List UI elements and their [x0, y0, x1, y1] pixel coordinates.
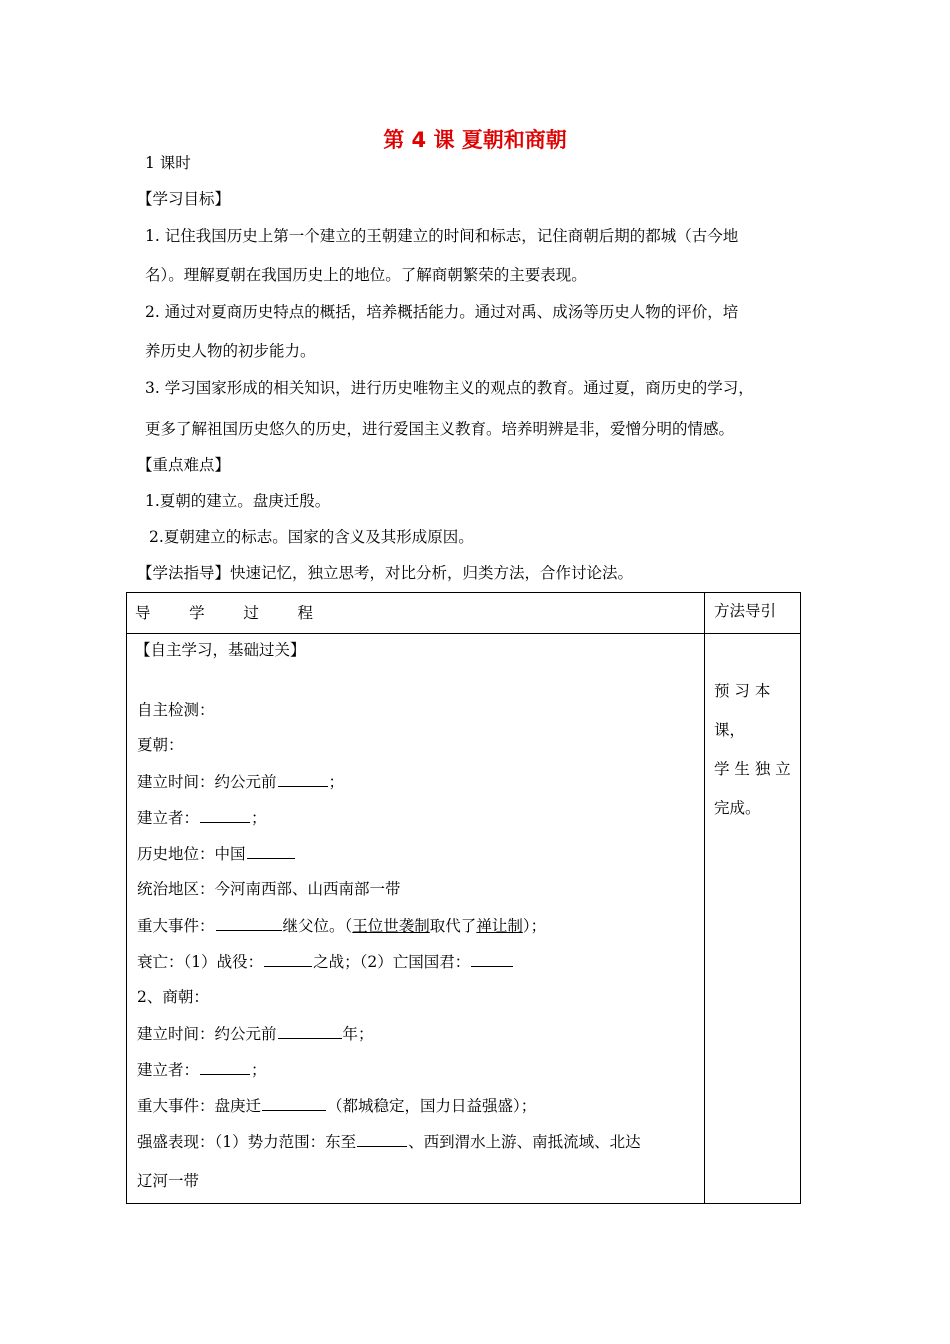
xia-time-row: 建立时间：约公元前 ； [137, 773, 345, 791]
shang-founder-row: 建立者： ； [137, 1061, 267, 1079]
lesson-period: 1 课时 [145, 154, 191, 172]
shang-label: 2、商朝： [137, 988, 209, 1006]
header-char: 导 [135, 604, 151, 622]
xia-event-row: 重大事件： 继父位。（王位世袭制取代了禅让制）； [137, 917, 547, 935]
shang-power-line-2: 辽河一带 [137, 1172, 200, 1190]
xia-label: 夏朝： [137, 736, 184, 754]
page-title: 第 4 课 夏朝和商朝 [383, 128, 567, 152]
shang-power-row: 强盛表现：（1）势力范围：东至 、西到渭水上游、南抵流域、北达 [137, 1133, 641, 1151]
goal-3-line-1: 3. 学习国家形成的相关知识，进行历史唯物主义的观点的教育。通过夏，商历史的学习， [145, 379, 754, 397]
xia-founder-row: 建立者： ； [137, 809, 267, 827]
header-char: 程 [297, 604, 313, 622]
xia-region-row: 统治地区：今河南西部、山西南部一带 [137, 880, 401, 898]
xia-status-row: 历史地位：中国 [137, 843, 296, 864]
xia-last-king-blank[interactable] [471, 951, 513, 967]
goals-heading: 【学习目标】 [137, 190, 231, 208]
goal-3-line-2: 更多了解祖国历史悠久的历史，进行爱国主义教育。培养明辨是非，爱憎分明的情感。 [145, 420, 735, 438]
shang-event-blank[interactable] [262, 1095, 326, 1111]
method-note-line-2: 课， [714, 721, 746, 739]
xia-event-blank[interactable] [216, 915, 282, 931]
goal-2-line-1: 2. 通过对夏商历史特点的概括，培养概括能力。通过对禹、成汤等历史人物的评价，培 [145, 303, 739, 321]
goal-2-line-2: 养历史人物的初步能力。 [145, 342, 316, 360]
goal-1-line-1: 1. 记住我国历史上第一个建立的王朝建立的时间和标志，记住商朝后期的都城（古今地 [145, 227, 739, 245]
header-char: 过 [243, 604, 259, 622]
study-process-table [126, 592, 801, 1204]
key-point-1: 1.夏朝的建立。盘庚迁殷。 [145, 492, 331, 510]
goal-1-line-2: 名）。理解夏朝在我国历史上的地位。了解商朝繁荣的主要表现。 [145, 266, 587, 284]
xia-fall-row: 衰亡：（1）战役： 之战；（2）亡国国君： [137, 951, 514, 972]
column-divider [704, 593, 705, 1203]
shang-founder-blank[interactable] [200, 1059, 250, 1075]
shang-east-blank[interactable] [357, 1131, 407, 1147]
header-divider [127, 633, 800, 634]
key-points-heading: 【重点难点】 [137, 456, 231, 474]
xia-founder-blank[interactable] [200, 807, 250, 823]
method-note-line-4: 完成。 [714, 799, 761, 817]
shang-event-row: 重大事件：盘庚迁 （都城稳定，国力日益强盛）； [137, 1097, 537, 1115]
shang-time-row: 建立时间：约公元前 年； [137, 1025, 374, 1043]
method-note-line-3: 学 生 独 立 [714, 760, 791, 778]
section-heading: 【自主学习，基础过关】 [135, 641, 306, 659]
header-study-process [135, 601, 313, 623]
method-note-line-1: 预 习 本 [714, 682, 771, 700]
xia-status-blank[interactable] [247, 843, 295, 859]
xia-time-blank[interactable] [278, 771, 328, 787]
xia-battle-blank[interactable] [264, 951, 312, 967]
key-point-2: 2.夏朝建立的标志。国家的含义及其形成原因。 [149, 528, 474, 546]
method-guide: 【学法指导】快速记忆，独立思考，对比分析，归类方法，合作讨论法。 [137, 564, 634, 582]
header-method-guide: 方法导引 [714, 602, 777, 620]
header-char: 学 [189, 604, 205, 622]
shang-time-blank[interactable] [278, 1023, 342, 1039]
self-check-label: 自主检测： [137, 701, 215, 719]
